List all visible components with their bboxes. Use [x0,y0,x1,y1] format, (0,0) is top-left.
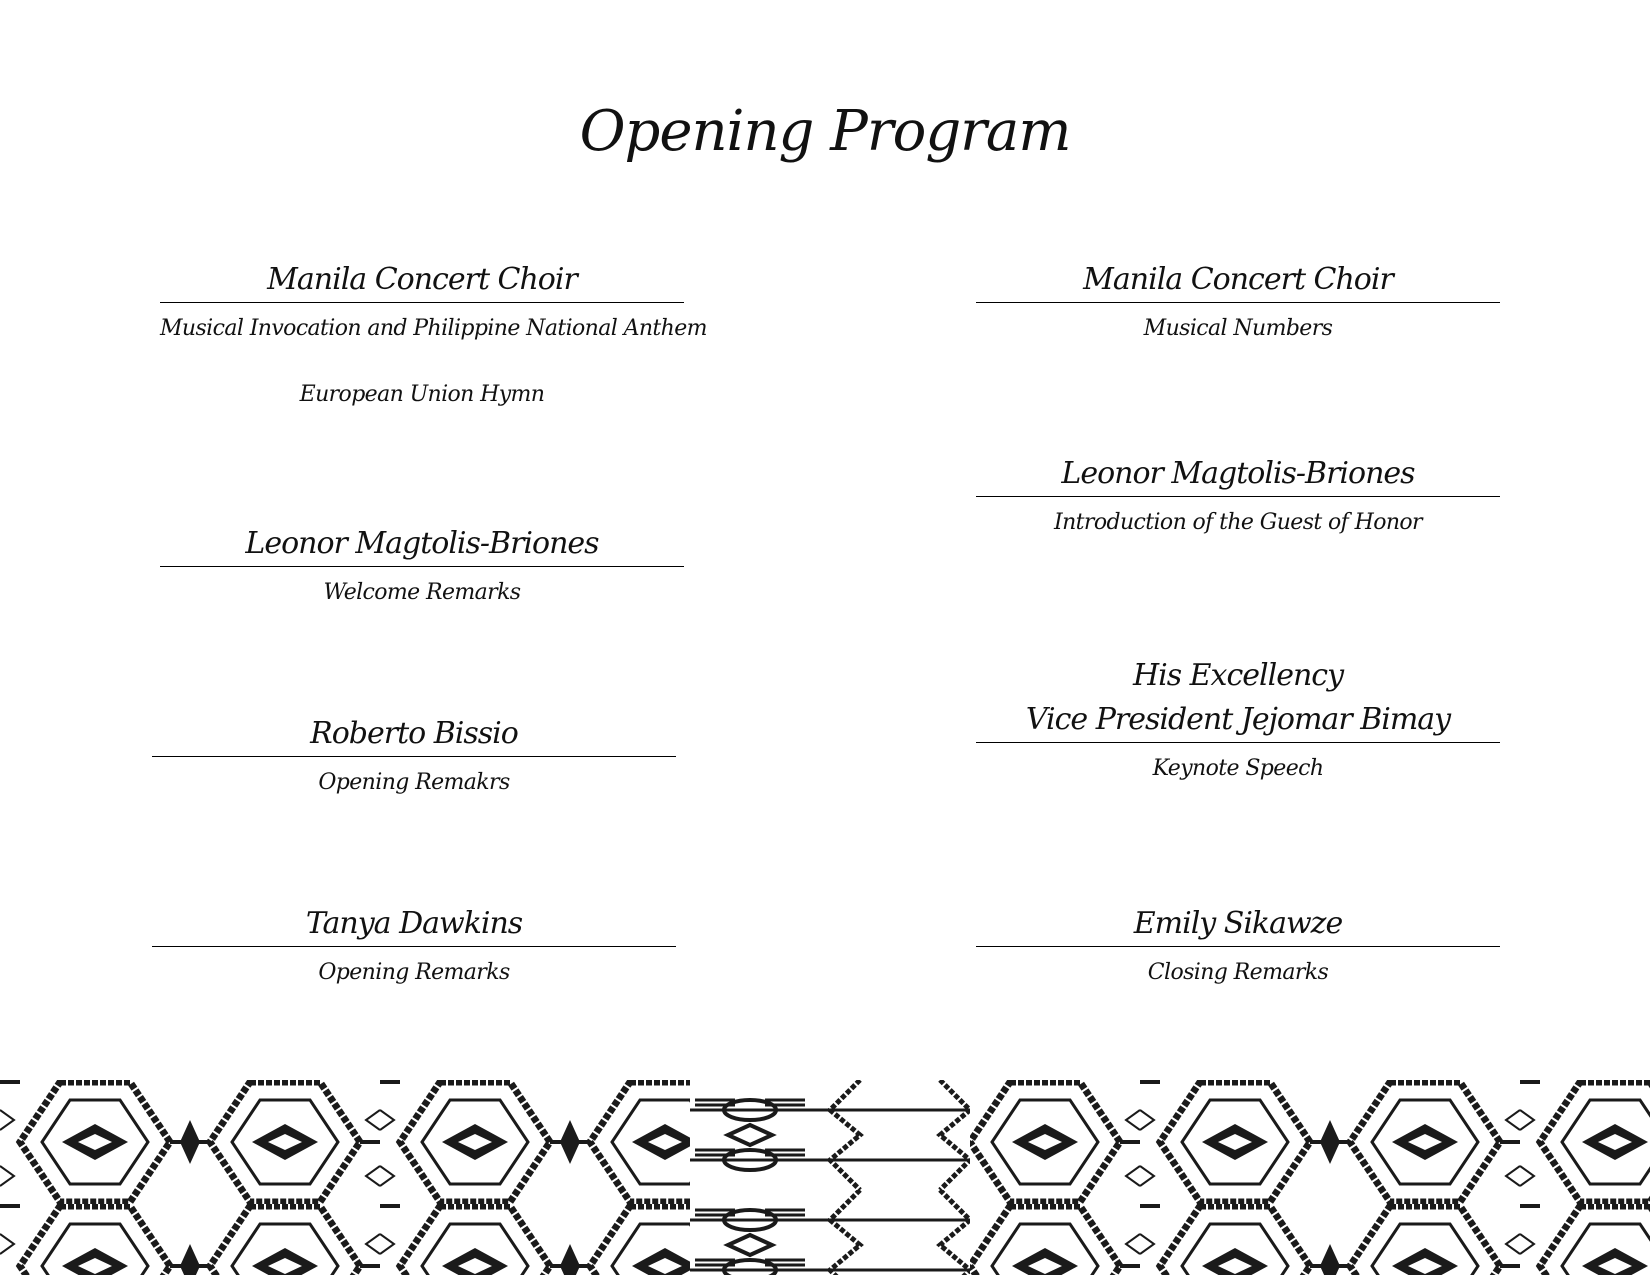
performer-name: Manila Concert Choir [1083,262,1393,297]
program-entry-musical-numbers [976,258,1500,345]
divider [160,302,684,303]
divider [976,946,1500,947]
performer-name: Manila Concert Choir [267,262,577,297]
program-entry-opening-2 [152,902,676,989]
divider [152,756,676,757]
woven-textile-pattern-icon [0,1080,1650,1275]
program-item: Musical Numbers [1143,316,1333,341]
program-entry-introduction [976,452,1500,539]
program-entry-keynote [976,654,1500,785]
performer-name: Roberto Bissio [310,716,518,751]
program-item: Welcome Remarks [323,580,521,605]
guest-title: His Excellency [1132,658,1344,693]
program-item: Opening Remarks [318,960,510,985]
divider [976,496,1500,497]
program-item: Closing Remarks [1147,960,1329,985]
program-entry-choir [160,258,707,411]
divider [152,946,676,947]
performer-name: Leonor Magtolis-Briones [245,526,599,561]
divider [976,302,1500,303]
program-entry-welcome [160,522,684,609]
program-item: Musical Invocation and Philippine National Anthem [160,316,707,341]
performer-name: Leonor Magtolis-Briones [1061,456,1415,491]
program-entry-opening-1 [152,712,676,799]
program-item: Opening Remakrs [318,770,510,795]
performer-name: Vice President Jejomar Bimay [1025,702,1451,737]
performer-name: Tanya Dawkins [305,906,523,941]
program-entry-closing [976,902,1500,989]
divider [976,742,1500,743]
program-item: European Union Hymn [299,382,545,407]
divider [160,566,684,567]
program-item: Keynote Speech [1152,756,1324,781]
page-title: Opening Program [579,99,1071,164]
program-item: Introduction of the Guest of Honor [1054,510,1422,535]
performer-name: Emily Sikawze [1133,906,1343,941]
